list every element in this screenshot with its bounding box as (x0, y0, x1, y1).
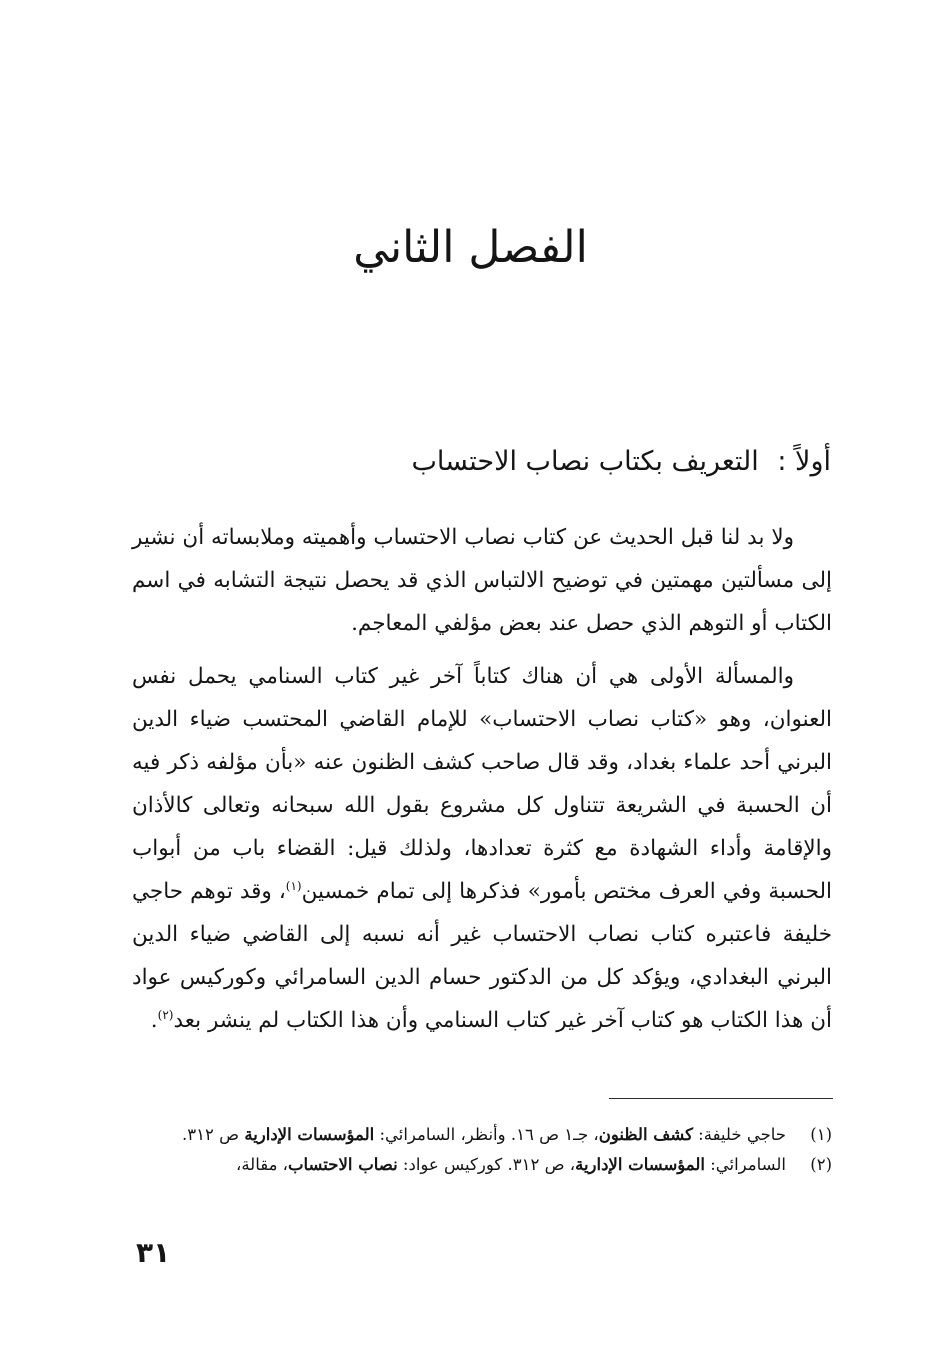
footnote-text-part: ، مقالة، (236, 1155, 288, 1174)
section-heading (191, 446, 831, 477)
footnote-book-title: المؤسسات الإدارية (575, 1155, 705, 1174)
paragraph-2 (132, 655, 832, 1042)
footnote-text (132, 1150, 786, 1180)
page-number: ٣١ (136, 1236, 171, 1269)
section-title: التعريف بكتاب نصاب الاحتساب (411, 446, 759, 477)
paragraph-1: ولا بد لنا قبل الحديث عن كتاب نصاب الاحتساب وأهميته وملابساته أن نشير إلى مسألتين مهمتين في توضيح الالتباس الذي قد يحصل نتيجة التشابه في اسم الكتاب أو التوهم الذي حصل عند بعض مؤلفي المعاجم. (132, 525, 832, 636)
section-number: أولاً : (777, 446, 831, 477)
paragraph-2-part-a: والمسألة الأولى هي أن هناك كتاباً آخر غير كتاب السنامي يحمل نفس العنوان، وهو «كتاب نصاب الاحتساب» للإمام القاضي المحتسب ضياء الدين البرني أحد علماء بغداد، وقد قال صاحب كشف الظنون عنه «بأن مؤلفه ذكر فيه أن الحسبة في الشريعة تتناول كل مشروع بقول الله سبحانه وتعالى كالأذان والإقامة وأداء الشهادة مع كثرة تعدادها، ولذلك قيل: القضاء باب من أبواب الحسبة وفي العرف مختص بأمور» فذكرها إلى تمام خمسين (132, 664, 832, 904)
footnote-text-part: حاجي خليفة: (692, 1125, 786, 1144)
footnote-divider (609, 1098, 833, 1099)
footnote-book-title: كشف الظنون (598, 1125, 693, 1144)
footnote-text (132, 1120, 786, 1150)
footnote-text-part: السامرائي: (704, 1155, 786, 1174)
footnote-text-part: ، ص ٣١٢. كوركيس عواد: (397, 1155, 576, 1174)
footnote-ref-2[interactable]: (٢) (157, 1008, 174, 1022)
footnote-number: (١) (810, 1125, 832, 1144)
footnote-text-part: ص ٣١٢. (182, 1125, 245, 1144)
body-text (132, 516, 832, 1042)
footnote-1 (132, 1120, 832, 1150)
footnote-2 (132, 1150, 832, 1180)
chapter-title: الفصل الثاني (353, 222, 588, 273)
footnote-book-title: نصاب الاحتساب (288, 1155, 398, 1174)
paragraph-2-part-c: . (150, 1008, 158, 1033)
footnote-text-part: ، جـ١ ص ١٦. وأنظر، السامرائي: (374, 1125, 599, 1144)
footnote-number: (٢) (810, 1155, 832, 1174)
footnote-book-title: المؤسسات الإدارية (244, 1125, 375, 1144)
footnote-ref-1[interactable]: (١) (285, 879, 302, 893)
footnotes (132, 1120, 832, 1180)
paragraph-2-part-b: ، وقد توهم حاجي خليفة فاعتبره كتاب نصاب الاحتساب غير أنه نسبه إلى القاضي ضياء الدين البرني البغدادي، ويؤكد كل من الدكتور حسام الدين السامرائي وكوركيس عواد أن هذا الكتاب هو كتاب آخر غير كتاب السنامي وأن هذا الكتاب لم ينشر بعد (132, 879, 832, 1033)
